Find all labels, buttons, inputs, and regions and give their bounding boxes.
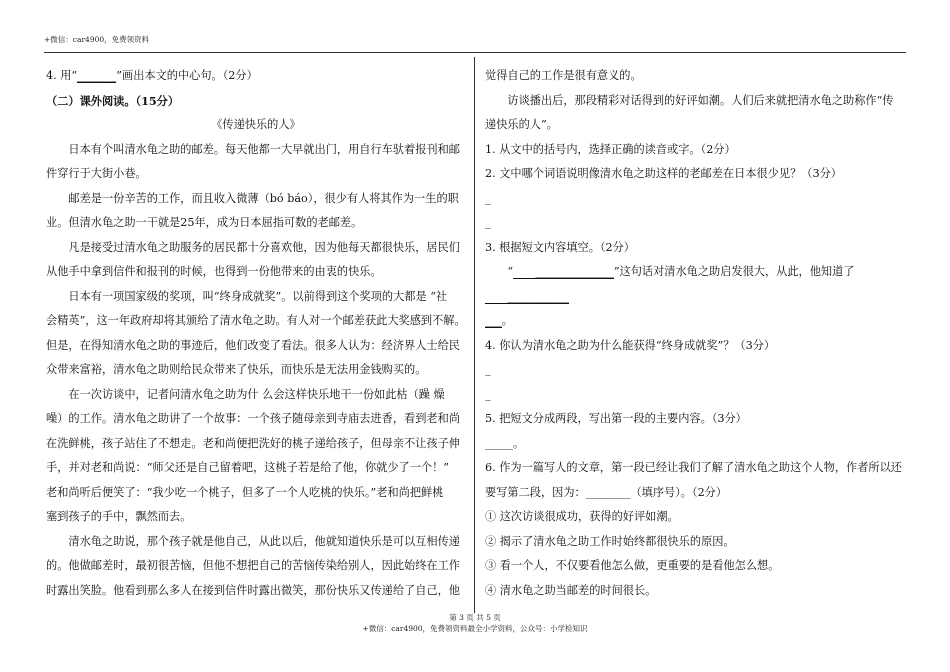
answer-line: _ xyxy=(485,387,491,401)
answer-blank: _______ xyxy=(77,69,117,82)
right-column xyxy=(485,64,910,603)
question-3: 3. 根据短文内容填空。（2分） xyxy=(485,240,635,254)
question-4: 4. 你认为清水龟之助为什么能获得“终身成就奖”？（3分） xyxy=(485,338,776,352)
passage-title: 《传递快乐的人》 xyxy=(211,118,301,131)
passage-line: 件穿行于大街小巷。 xyxy=(46,167,147,180)
passage-line: 老和尚听后便笑了：“我少吃一个桃子，但多了一个人吃桃的快乐。”老和尚把鲜桃 xyxy=(46,485,444,499)
answer-blank: ___ xyxy=(485,314,502,327)
footer-watermark: +微信：car4900，免费领资料最全小学资料，公众号：小学检知识 xyxy=(362,624,588,633)
passage-line: 塞到孩子的手中，飘然而去。 xyxy=(46,510,192,523)
column-divider xyxy=(474,57,475,613)
passage-line: 邮差是一份辛苦的工作，而且收入微薄（bó báo），很少有人将其作为一生的职 xyxy=(68,191,459,205)
answer-line: _____。 xyxy=(485,436,525,450)
question-2: 2. 文中哪个词语说明像清水龟之助这样的老邮差在日本很少见？（3分） xyxy=(485,167,842,180)
passage-line: 觉得自己的工作是很有意义的。 xyxy=(485,69,642,82)
passage-line: 递快乐的人”。 xyxy=(485,118,558,131)
passage-line: 的。他做邮差时，最初很苦恼，但他不想把自己的苦恼传染给别人，因此始终在工作 xyxy=(46,559,460,572)
question-5: 5. 把短文分成两段，写出第一段的主要内容。（3分） xyxy=(485,412,747,425)
question-6: 6. 作为一篇写人的文章，第一段已经让我们了解了清水龟之助这个人物，作者所以还 xyxy=(485,461,902,474)
passage-line: 会精英”，这一年政府却将其颁给了清水龟之助。有人对一个邮差获此大奖感到不解。 xyxy=(46,314,466,327)
question-6-cont: 要写第二段，因为：________（填序号）。（2分） xyxy=(485,485,728,499)
option-2: ② 揭示了清水龟之助工作时始终都很快乐的原因。 xyxy=(485,534,735,548)
option-1: ① 这次访谈很成功，获得的好评如潮。 xyxy=(485,510,679,523)
passage-line: 日本有一项国家级的奖项，叫“终身成就奖”。以前得到这个奖项的大都是 “社 xyxy=(68,289,448,303)
passage-line: 在洗鲜桃，孩子站住了不想走。老和尚便把洗好的桃子递给孩子，但母亲不让孩子伸 xyxy=(46,436,460,450)
header-watermark: +微信：car4900，免费领资料 xyxy=(44,35,150,44)
question-1: 1. 从文中的括号内，选择正确的读音或字。（2分） xyxy=(485,142,736,156)
answer-blank: ________ xyxy=(585,485,631,499)
passage-line: 清水龟之助说，那个孩子就是他自己，从此以后，他就知道快乐是可以互相传递 xyxy=(68,534,460,548)
left-column xyxy=(46,64,466,603)
option-3: ③ 看一个人，不仅要看他怎么做，更重要的是看他怎么想。 xyxy=(485,559,780,572)
passage-line: 手，并对老和尚说：“师父还是自己留着吧，这桃子若是给了他，你就少了一个！” xyxy=(46,461,450,474)
page-number: 第 3 页 共 5 页 xyxy=(449,613,501,622)
header-rule xyxy=(44,52,906,53)
passage-line: 噪）的工作。清水龟之助讲了一个故事：一个孩子随母亲到寺庙去进香，看到老和尚 xyxy=(46,412,460,425)
passage-line: 众带来富裕，清水龟之助则给民众带来了快乐，而快乐是无法用金钱购买的。 xyxy=(46,363,427,376)
question-3-fill: “ ______________”这句话对清水龟之助启发很大，从此，他知道了___________ xyxy=(485,260,910,309)
passage-line: 凡是接受过清水龟之助服务的居民都十分喜欢他，因为他每天都很快乐，居民们 xyxy=(68,240,460,254)
answer-blank: ___________ xyxy=(485,290,569,304)
answer-blank: ______________ xyxy=(513,265,614,279)
passage-line: 业。但清水龟之助一干就是25年，成为日本屈指可数的老邮差。 xyxy=(46,216,363,229)
question-4: 4. 用“_______”画出本文的中心句。（2分） xyxy=(46,69,258,82)
passage-line: 但是，在得知清水龟之助的事迹后，他们改变了看法。很多人认为：经济界人士给民 xyxy=(46,338,460,352)
question-3-fill-end: ___。 xyxy=(485,314,513,327)
answer-line: _ xyxy=(485,191,491,205)
passage-line: 在一次访谈中，记者问清水龟之助为什 么会这样快乐地干一份如此枯（躁 燥 xyxy=(68,387,445,401)
answer-line: _ xyxy=(485,216,491,229)
passage-line: 时露出笑脸。他看到那么多人在接到信件时露出微笑，那份快乐又传递给了自己，他 xyxy=(46,583,460,597)
section-heading: （二）课外阅读。（15分） xyxy=(46,93,180,108)
answer-line: _ xyxy=(485,363,491,376)
passage-line: 访谈播出后，那段精彩对话得到的好评如潮。人们后来就把清水龟之助称作“传 xyxy=(507,93,894,107)
passage-line: 日本有个叫清水龟之助的邮差。每天他都一大早就出门，用自行车驮着报刊和邮 xyxy=(68,142,460,156)
option-4: ④ 清水龟之助当邮差的时间很长。 xyxy=(485,583,657,597)
passage-line: 从他手中拿到信件和报刊的时候，也得到一份他带来的由衷的快乐。 xyxy=(46,265,382,278)
